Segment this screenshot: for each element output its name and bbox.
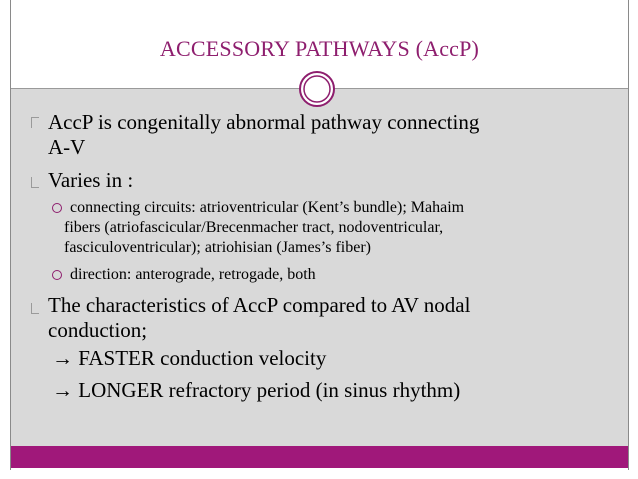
bullet-1-line-1: AccP is congenitally abnormal pathway connecting — [48, 110, 480, 134]
arrow-right-icon: → — [52, 346, 73, 370]
slide-title: ACCESSORY PATHWAYS (AccP) — [159, 36, 480, 61]
circle-bullet-icon — [52, 270, 62, 280]
sub-bullet-2-text: direction: anterograde, retrogade, both — [70, 266, 316, 283]
arrow-line-1 — [52, 347, 326, 370]
sub-bullet-1-line-1: connecting circuits: atrioventricular (Kent’s bundle); Mahaim — [70, 199, 465, 216]
circle-bullet-icon — [52, 203, 62, 213]
bullet-1-line-2: A-V — [48, 135, 86, 159]
bullet-marker-icon — [31, 117, 39, 128]
arrow-line-1-text: FASTER conduction velocity — [78, 346, 327, 370]
bullet-2-text: Varies in : — [48, 168, 134, 192]
bullet-3-line-1: The characteristics of AccP compared to AV nodal — [48, 293, 471, 317]
frame-right-line — [628, 0, 629, 470]
arrow-right-icon: → — [52, 378, 73, 402]
bullet-marker-icon — [31, 303, 39, 314]
bullet-marker-icon — [31, 177, 39, 188]
arrow-line-2 — [52, 379, 460, 402]
bullet-3-line-2: conduction; — [48, 318, 148, 342]
sub-bullet-1-line-2: fibers (atriofascicular/Brecenmacher tract, nodoventricular, — [64, 219, 444, 236]
arrow-line-2-text: LONGER refractory period (in sinus rhythm) — [78, 378, 461, 402]
circle-ornament-icon — [297, 69, 337, 109]
footer-bar — [11, 446, 628, 468]
sub-bullet-1-line-3: fasciculoventricular); atriohisian (James’s fiber) — [64, 239, 371, 256]
